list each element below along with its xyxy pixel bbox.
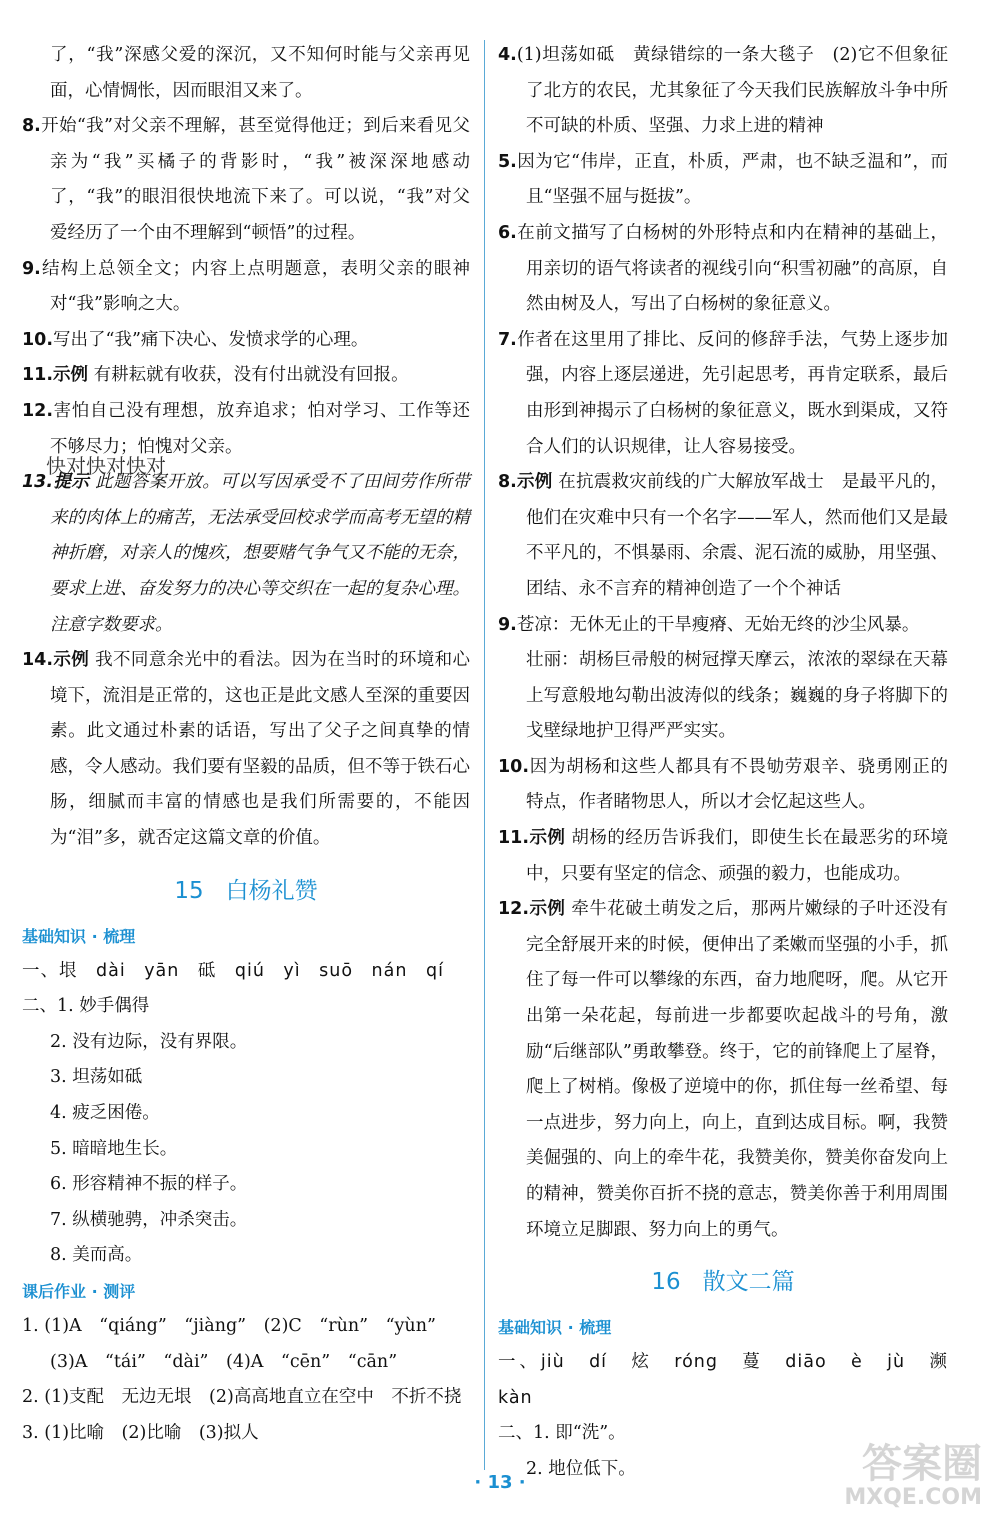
handwritten-scrawl: 快对快对快对 — [46, 454, 166, 478]
vocab-answer-2: 2. 地位低下。 — [526, 1458, 636, 1479]
item-number: 9. — [498, 614, 517, 635]
section-title-16 — [498, 1262, 948, 1302]
answer-item-9 — [498, 608, 948, 644]
item-text: 作者在这里用了排比、反问的修辞手法，气势上逐步加强，内容上逐层递进，先引起思考，再肯定联系，最后由形到神揭示了白杨树的象征意义，既水到渠成，又符合人们的认识规律，让人容易接受。 — [516, 329, 948, 457]
item-number: 10. — [22, 329, 54, 350]
item-text: (1)坦荡如砥 黄绿错综的一条大毯子 (2)它不但象征了北方的农民，尤其象征了今天我们民族解放斗争中所不可缺的朴质、坚强、力求上进的精神 — [516, 45, 948, 137]
answer-item-9 — [22, 252, 470, 323]
item-text: 苍凉：无休无止的干旱瘦瘠、无始无终的沙尘风暴。 — [516, 614, 920, 635]
pinyin-answers: 一、垠 dài yān 砥 qiú yì suō nán qí — [22, 960, 444, 981]
vocab-answer-8: 8. 美而高。 — [50, 1245, 143, 1266]
answer-item-10 — [498, 750, 948, 821]
item-text: 有耕耘就有收获，没有付出就没有回报。 — [93, 365, 409, 386]
page-number: · 13 · — [474, 1472, 526, 1493]
item-number: 12. — [22, 400, 54, 421]
section-number: 16 — [651, 1269, 681, 1296]
watermark-url: MXQE.COM — [844, 1485, 982, 1510]
section-number: 15 — [174, 877, 204, 904]
item-text: 开始“我”对父亲不理解，甚至觉得他迂；到后来看见父亲为“我”买橘子的背影时，“我”被深深地感动了，“我”的眼泪很快地流下来了。可以说，“我”对父爱经历了一个由不理解到“顿悟”的过程。 — [40, 116, 470, 243]
item-text: 壮丽：胡杨巨帚般的树冠撑天摩云，浓浓的翠绿在天幕上写意般地勾勒出波涛似的线条；巍巍的身子将脚下的戈壁绿地护卫得严严实实。 — [526, 650, 948, 742]
item-number: 11. — [498, 828, 530, 849]
answer-item-6 — [498, 216, 948, 323]
answer-item-12 — [498, 892, 948, 1248]
item-text: 此题答案开放。可以写因承受不了田间劳作所带来的肉体上的痛苦，无法承受回校求学而高考无望的精神折磨，对亲人的愧疚，想要赌气争气又不能的无奈，要求上进、奋发努力的决心等交织在一起的复杂心理。注意字数要求。 — [50, 472, 470, 635]
column-divider — [484, 40, 485, 1470]
answer-item-9-continued — [498, 643, 948, 750]
example-label: 示例 — [516, 472, 553, 493]
item-text: 结构上总领全文；内容上点明题意，表明父亲的眼神对“我”影响之大。 — [40, 258, 470, 315]
subheading-homework: 课后作业 · 测评 — [22, 1282, 136, 1301]
vocab-answer-5: 5. 暗暗地生长。 — [50, 1138, 178, 1159]
answer-item-13 — [22, 465, 470, 643]
pinyin-answers: 一、jiù dí 炫 róng 蔓 diāo è jù 濒 kàn — [498, 1352, 967, 1408]
item-number: 12. — [498, 899, 530, 920]
watermark-logo — [782, 1442, 982, 1512]
example-label: 示例 — [53, 650, 90, 671]
item-number: 5. — [498, 151, 517, 172]
answer-item-8 — [22, 109, 470, 251]
section-title-15 — [22, 871, 470, 911]
homework-answer-3: 3. (1)比喻 (2)比喻 (3)拟人 — [22, 1422, 259, 1443]
example-label: 示例 — [529, 899, 566, 920]
item-text: 因为胡杨和这些人都具有不畏劬劳艰辛、骁勇刚正的特点，作者睹物思人，所以才会忆起这些人。 — [526, 756, 948, 813]
subheading-basic-knowledge: 基础知识 · 梳理 — [22, 926, 136, 946]
example-label: 示例 — [53, 365, 89, 386]
vocab-answer-4: 4. 疲乏困倦。 — [50, 1103, 160, 1124]
item-number: 13. — [22, 472, 54, 493]
vocab-answer-3: 3. 坦荡如砥 — [50, 1067, 143, 1088]
item-text: 害怕自己没有理想，放弃追求；怕对学习、工作等还不够尽力；怕愧对父亲。 — [50, 400, 470, 457]
answer-item-8 — [498, 465, 948, 607]
left-column — [22, 38, 470, 1451]
item-text: 在前文描写了白杨树的外形特点和内在精神的基础上，用亲切的语气将读者的视线引向“积雪初融”的高原，自然由树及人，写出了白杨树的象征意义。 — [516, 222, 948, 315]
vocab-answer-7: 7. 纵横驰骋，冲杀突击。 — [50, 1209, 248, 1230]
answer-item-11 — [22, 358, 470, 394]
item-number: 6. — [498, 222, 517, 243]
item-number: 14. — [22, 650, 54, 671]
item-text: 在抗震救灾前线的广大解放军战士 是最平凡的，他们在灾难中只有一个名字——军人，然而他们又是最不平凡的，不惧暴雨、余震、泥石流的威胁，用坚强、团结、永不言弃的精神创造了一个个神话 — [526, 472, 948, 599]
item-number: 4. — [498, 45, 517, 65]
homework-answer-1b: (3)A “tái” “dài” (4)A “cēn” “cān” — [50, 1351, 398, 1372]
item-number: 8. — [498, 472, 517, 493]
item-number: 8. — [22, 116, 41, 137]
vocab-answer-1: 二、1. 即“洗”。 — [498, 1423, 626, 1444]
right-column — [498, 38, 967, 1488]
answer-item-11 — [498, 821, 948, 892]
answer-item-10 — [22, 323, 470, 359]
watermark-text: 答案圈 — [862, 1441, 982, 1487]
item-number: 9. — [22, 258, 41, 279]
item-text: 我不同意余光中的看法。因为在当时的环境和心境下，流泪是正常的，这也正是此文感人至深的重要因素。此文通过朴素的话语，写出了父子之间真挚的情感，令人感动。我们要有坚毅的品质，但不等于铁石心肠，细腻而丰富的情感也是我们所需要的，不能因为“泪”多，就否定这篇文章的价值。 — [50, 650, 470, 849]
item-text: 牵牛花破土萌发之后，那两片嫩绿的子叶还没有完全舒展开来的时候，便伸出了柔嫩而坚强的小手，抓住了每一件可以攀缘的东西，奋力地爬呀，爬。从它开出第一朵花起，每前进一步都要吹起战斗的号角，激励“后继部队”勇敢攀登。终于，它的前锋爬上了屋脊，爬上了树梢。像极了逆境中的你，抓住每一丝希望、每一点进步，努力向上，向上，直到达成目标。啊，我赞美倔强的、向上的牵牛花，我赞美你，赞美你奋发向上的精神，赞美你百折不挠的意志，赞美你善于利用周围环境立足脚跟、努力向上的勇气。 — [526, 899, 949, 1240]
answer-item-4 — [498, 38, 948, 145]
item-number: 11. — [22, 365, 54, 386]
example-label: 示例 — [529, 828, 566, 849]
item-text: 写出了“我”痛下决心、发愤求学的心理。 — [53, 329, 369, 350]
hint-label: 提示 — [53, 472, 90, 493]
vocab-answer-6: 6. 形容精神不振的样子。 — [50, 1174, 248, 1195]
subheading-basic-knowledge: 基础知识 · 梳理 — [498, 1318, 612, 1338]
answer-item-5 — [498, 145, 948, 216]
section-name: 散文二篇 — [702, 1269, 795, 1296]
item-number: 7. — [498, 329, 517, 350]
section-name: 白杨礼赞 — [225, 877, 318, 904]
answer-item-7 — [498, 323, 948, 465]
homework-answer-1a: 1. (1)A “qiáng” “jiàng” (2)C “rùn” “yùn” — [22, 1316, 436, 1336]
homework-answer-2: 2. (1)支配 无边无垠 (2)高高地直立在空中 不折不挠 — [22, 1387, 462, 1408]
item-text: 因为它“伟岸，正直，朴质，严肃，也不缺乏温和”，而且“坚强不屈与挺拔”。 — [516, 151, 948, 208]
answer-item-14 — [22, 643, 470, 857]
item-number: 10. — [498, 756, 530, 777]
item-text: 胡杨的经历告诉我们，即使生长在最恶劣的环境中，只要有坚定的信念、顽强的毅力，也能成功。 — [526, 828, 949, 884]
vocab-answer-2: 2. 没有边际，没有界限。 — [50, 1031, 248, 1052]
vocab-answer-1: 二、1. 妙手偶得 — [22, 996, 150, 1017]
paragraph-continuation: 了，“我”深感父爱的深沉，又不知何时能与父亲再见面，心情惆怅，因而眼泪又来了。 — [50, 45, 470, 101]
